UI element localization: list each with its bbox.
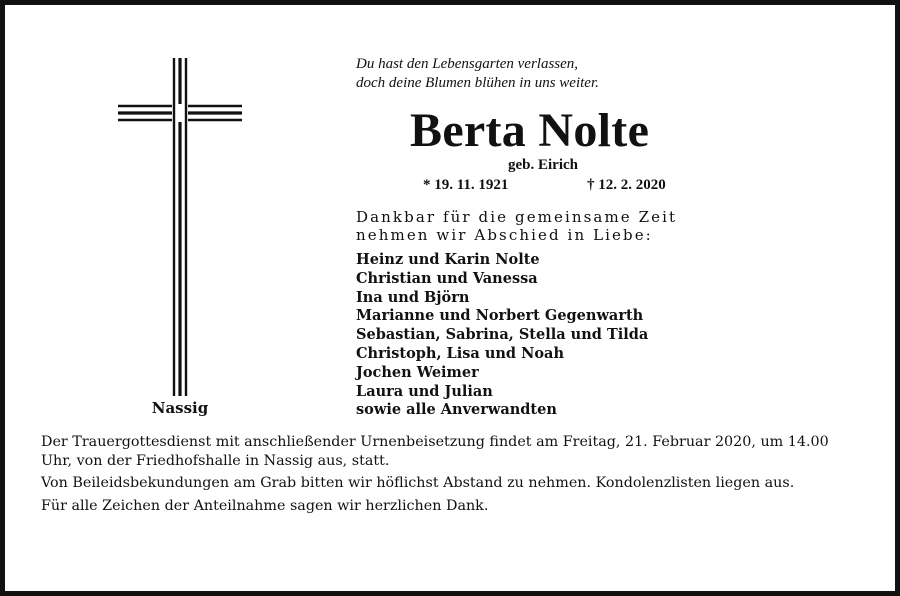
farewell-text xyxy=(356,208,677,244)
mourner: Sebastian, Sabrina, Stella und Tilda xyxy=(356,326,649,344)
birth-name: geb. Eirich xyxy=(508,157,578,173)
farewell-line: nehmen wir Abschied in Liebe: xyxy=(356,226,653,244)
quote-line: Du hast den Lebensgarten verlassen, xyxy=(356,56,579,72)
place-name: Nassig xyxy=(151,399,209,417)
farewell-line: Dankbar für die gemeinsame Zeit xyxy=(356,208,678,226)
mourner: Laura und Julian xyxy=(356,382,493,400)
service-paragraph: Der Trauergottesdienst mit anschließender Urnenbeisetzung findet am Freitag, 21. Februar 2020, um 14.00 Uhr, von der Friedhofshalle in Nassig aus, statt. xyxy=(41,434,829,469)
mourners-list xyxy=(356,251,648,420)
mourner: Ina und Björn xyxy=(356,288,470,306)
service-information xyxy=(41,433,861,519)
thanks-paragraph: Für alle Zeichen der Anteilnahme sagen wir herzlichen Dank. xyxy=(41,497,489,514)
mourner: sowie alle Anverwandten xyxy=(356,401,557,419)
mourner: Christian und Vanessa xyxy=(356,269,538,287)
birth-date: * 19. 11. 1921 xyxy=(423,177,509,193)
quote-line: doch deine Blumen blühen in uns weiter. xyxy=(356,75,599,91)
death-date: † 12. 2. 2020 xyxy=(587,177,666,193)
deceased-name: Berta Nolte xyxy=(410,104,650,157)
condolence-paragraph: Von Beileidsbekundungen am Grab bitten wir höflichst Abstand zu nehmen. Kondolenzlisten liegen aus. xyxy=(41,475,795,491)
mourner: Marianne und Norbert Gegenwarth xyxy=(356,307,644,325)
memorial-quote xyxy=(356,55,599,93)
cross-icon xyxy=(118,58,242,396)
mourner: Christoph, Lisa und Noah xyxy=(356,344,564,362)
mourner: Heinz und Karin Nolte xyxy=(356,251,540,268)
mourner: Jochen Weimer xyxy=(356,363,479,381)
